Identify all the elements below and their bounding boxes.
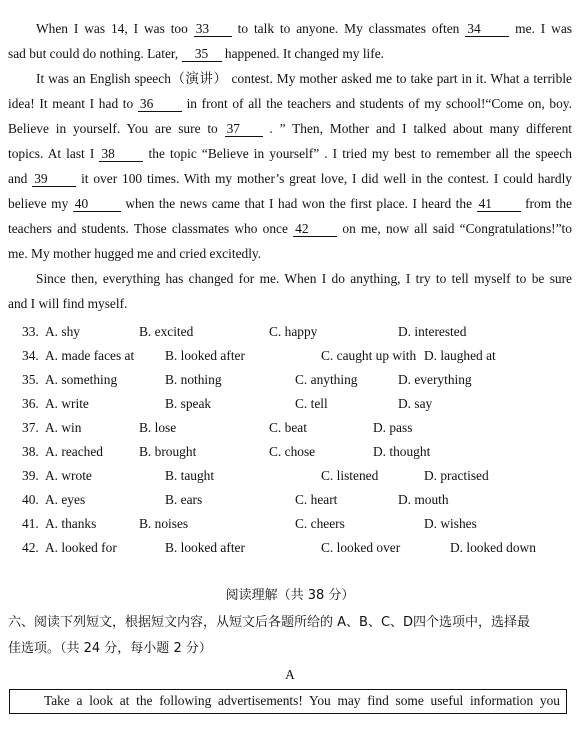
option-row-40: 40. A. eyes B. ears C. heart D. mouth <box>22 492 449 507</box>
blank-36[interactable]: 36 <box>138 96 182 112</box>
option-row-41: 41. A. thanks B. noises C. cheers D. wishes <box>22 516 477 531</box>
passage-line: topics. At last I 38 the topic “Believe in yourself” . I tried my best to remember all the speech <box>8 146 572 161</box>
answer-options <box>8 320 572 560</box>
blank-37[interactable]: 37 <box>225 121 263 137</box>
option-row-39: 39. A. wrote B. taught C. listened D. practised <box>22 468 489 483</box>
passage-line: me. My mother hugged me and cried excitedly. <box>8 246 262 261</box>
advert-intro-box <box>9 689 567 714</box>
section-heading: 阅读理解（共 38 分） <box>225 588 355 603</box>
blank-41[interactable]: 41 <box>477 196 521 212</box>
passage-line: sad but could do nothing. Later, 35 happened. It changed my life. <box>8 46 385 61</box>
passage-line: idea! It meant I had to 36 in front of all the teachers and students of my school!“Come on, boy. <box>8 96 572 111</box>
option-row-42: 42. A. looked for B. looked after C. looked over D. looked down <box>22 540 536 555</box>
blank-39[interactable]: 39 <box>32 171 76 187</box>
passage-line: It was an English speech（演讲） contest. My mother asked me to take part in it. What a terrible <box>36 71 572 86</box>
passage-line: Since then, everything has changed for me. When I do anything, I try to tell myself to be sure <box>36 271 572 286</box>
blank-35[interactable]: 35 <box>182 46 222 62</box>
passage-line: and 39 it over 100 times. With my mother’s great love, I did well in the contest. I could hardly <box>8 171 572 186</box>
blank-34[interactable]: 34 <box>465 21 509 37</box>
passage-line: Believe in yourself. You are sure to 37 . ” Then, Mother and I talked about many different <box>8 121 572 136</box>
cloze-passage <box>8 16 572 316</box>
blank-38[interactable]: 38 <box>99 146 143 162</box>
blank-33[interactable]: 33 <box>194 21 232 37</box>
option-row-33: 33. A. shy B. excited C. happy D. interested <box>22 324 467 339</box>
option-row-35: 35. A. something B. nothing C. anything D. everything <box>22 372 472 387</box>
passage-line: When I was 14, I was too 33 to talk to anyone. My classmates often 34 me. I was <box>36 21 572 36</box>
option-row-37: 37. A. win B. lose C. beat D. pass <box>22 420 413 435</box>
advert-intro-text: Take a look at the following advertisements! You may find some useful information you <box>44 693 560 708</box>
blank-42[interactable]: 42 <box>293 221 337 237</box>
instruction-line-1: 六、阅读下列短文，根据短文内容，从短文后各题所给的 A、B、C、D四个选项中，选择最 <box>8 615 531 630</box>
part-label: A <box>285 667 295 682</box>
blank-40[interactable]: 40 <box>73 196 121 212</box>
option-row-34: 34. A. made faces at B. looked after C. caught up with D. laughed at <box>22 348 496 363</box>
passage-line: teachers and students. Those classmates who once 42 on me, now all said “Congratulations!”to <box>8 221 572 236</box>
option-row-36: 36. A. write B. speak C. tell D. say <box>22 396 433 411</box>
passage-line: believe my 40 when the news came that I had won the first place. I heard the 41 from the <box>8 196 572 211</box>
passage-line: and I will find myself. <box>8 296 128 311</box>
instruction-line-2: 佳选项。（共 24 分，每小题 2 分） <box>8 641 212 656</box>
option-row-38: 38. A. reached B. brought C. chose D. thought <box>22 444 431 459</box>
